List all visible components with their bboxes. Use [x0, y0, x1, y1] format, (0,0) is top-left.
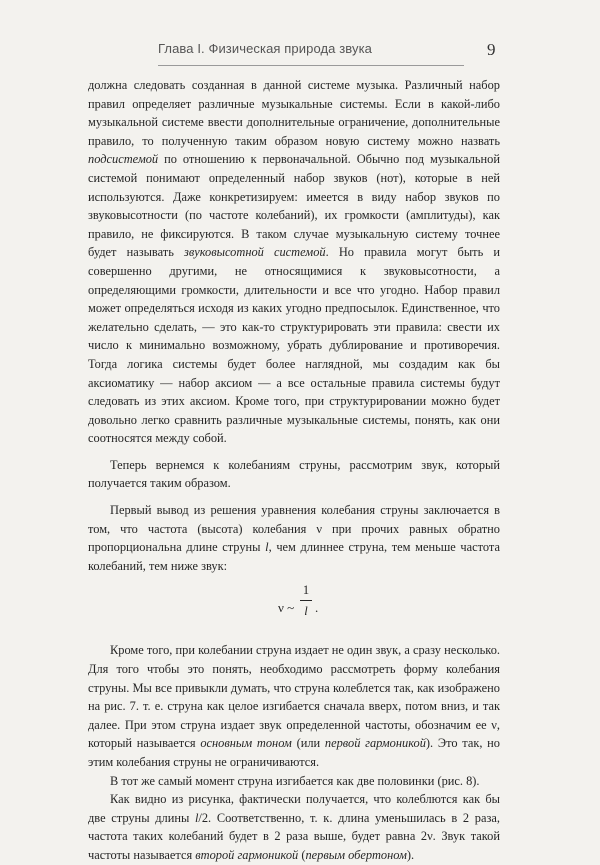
term-first-harmonic: первой гармоникой: [324, 736, 426, 751]
fraction-bar: [300, 600, 312, 601]
text-span: ). Это так, но этим колебания струны не ограничиваются.: [88, 736, 500, 769]
formula-fraction: [300, 581, 312, 620]
paragraph-4: [88, 641, 500, 771]
running-head: Глава I. Физическая природа звука: [158, 41, 373, 56]
symbol-l: l: [194, 810, 199, 825]
formula-lhs: ν ~: [278, 600, 295, 616]
formula: [88, 581, 500, 635]
text-span: , чем длиннее струна, тем меньше частота колебаний, тем ниже звук:: [88, 540, 500, 573]
text-span: /2. Соответственно, т. к. длина уменьшилась в 2 раза, частота таких колебаний будет в 2 раза выше, будет равна 2ν. Звук такой частоты называется: [88, 810, 500, 862]
text-span: (или: [291, 736, 325, 751]
term-pitch-system: звуковысотной системой: [183, 245, 326, 260]
text-span: (: [298, 847, 306, 862]
text-span: должна следовать созданная в данной системе музыка. Различный набор правил определяет различные музыкальные системы. Если в какой-либо музыкальной системе ввести дополнительные ограничение, дополнительные правило, то полученную таким образом новую систему можно назвать: [88, 78, 500, 148]
page-number: 9: [487, 40, 496, 59]
formula-numerator: 1: [302, 583, 310, 598]
paragraph-3: [88, 501, 500, 575]
text-span: . Но правила могут быть и совершенно другими, не относящимися к звуковысотности, а определяющими громкости, длительности и все что угодно. Набор правил может определяться исходя из каких угодно предпосылок. Единственное, что желательно сделать, — это как-то структурировать эти правила: свести их число к минимально возможному, убрать дублирование и противоречия. Тогда логика системы будет более наглядной, мы создадим как бы аксиоматику — набор аксиом — а все остальные правила системы будут следовать из этих аксиом. Кроме того, при структурировании можно будет довольно легко сравнить различные музыкальные системы, понять, как они соотносятся между собой.: [88, 245, 500, 446]
text-span: ).: [406, 847, 415, 862]
text-span: Кроме того, при колебании струна издает не один звук, а сразу несколько. Для того чтобы это понять, необходимо рассмотреть форму колебания струны. Мы все привыкли думать, что струна колеблется так, как изображено на рис. 7. т. е. струна как целое изгибается сначала вверх, потом вниз, и так далее. При этом струна издает звук определенной частоты, обозначим ее ν, который называется: [88, 643, 500, 751]
term-subsystem: подсистемой: [88, 152, 159, 167]
paragraph-5: В тот же самый момент струна изгибается как две половинки (рис. 8).: [110, 773, 480, 788]
paragraph-6: [88, 790, 500, 864]
term-second-harmonic: второй гармоникой: [195, 847, 299, 862]
paragraph-2: Теперь вернемся к колебаниям струны, рассмотрим звук, который получается таким образом.: [88, 457, 500, 491]
term-fundamental: основным тоном: [200, 736, 292, 751]
text-span: по отношению к первоначальной. Обычно под музыкальной системой понимают определенный набор звуков (нот), которые в ней используются. Даже конкретизируем: имеется в виду набор звуков по звуковысотности (по частоте колебаний), их громкости (амплитуды), как правило, не фиксируются. В таком случае музыкальную систему точнее будет называть: [88, 152, 500, 260]
body-text: [88, 76, 500, 865]
paragraph-1: [88, 76, 500, 448]
text-span: Первый вывод из решения уравнения колебания струны заключается в том, что частота (высота) колебания ν при прочих равных обратно пропорциональна длине струны: [88, 503, 500, 555]
term-first-overtone: первым обертоном: [305, 847, 407, 862]
formula-end: .: [315, 600, 319, 616]
formula-denominator: l: [304, 604, 308, 619]
text-span: Как видно из рисунка, фактически получается, что колеблются как бы две струны длины: [88, 792, 500, 825]
symbol-l: l: [265, 540, 269, 555]
header-rule: [158, 65, 464, 66]
